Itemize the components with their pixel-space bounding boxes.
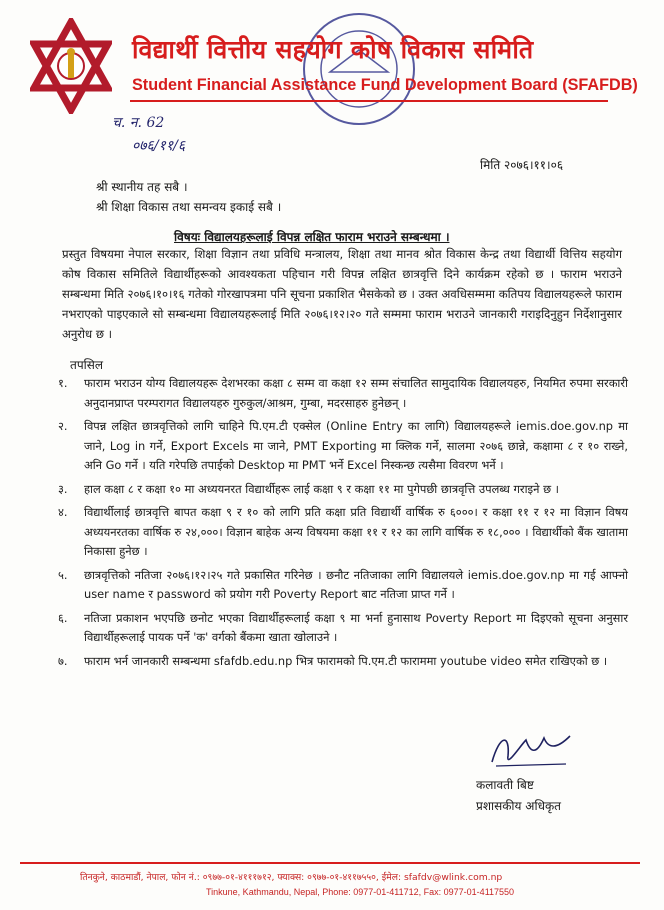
- item-number: ६.: [58, 610, 68, 625]
- list-item: [58, 609, 628, 648]
- letter-date: मिति २०७६।११।०६: [480, 158, 564, 172]
- item-number: ५.: [58, 567, 68, 582]
- footer-contact-nepali: तिनकुने, काठमाडौं, नेपाल, फोन नं.: ०९७७-०१-४१११७१२, फ्याक्स: ०९७७-०१-४११७५५०, ईमेल: sfafdv@wlink.com.np: [80, 872, 503, 883]
- item-text: फाराम भर्न जानकारी सम्बन्धमा sfafdb.edu.np भित्र फारामको पि.एम.टी फाराममा youtube video समेत राखिएको छ ।: [84, 653, 608, 668]
- nepal-emblem-star-logo: [30, 18, 112, 114]
- item-text: विपन्न लक्षित छात्रवृत्तिको लागि चाहिने पि.एम.टी एक्सेल (Online Entry का लागि) विद्यालयहरूले iemis.doe.gov.np मा जाने, Log in गर्ने, Export Excels मा जाने, PMT Exporting मा क्लिक गर्ने, सालमा २०७६ छान्ने, कक्षामा ८ र १० राख्ने, अनि Go गर्ने । यति गरेपछि तपाईको Desktop मा PMT भर्ने Excel निस्कन्छ त्यसैमा विवरण भर्ने ।: [84, 419, 628, 472]
- list-item: [58, 374, 628, 413]
- org-name-english: Student Financial Assistance Fund Development Board (SFAFDB): [132, 76, 638, 94]
- handwritten-signature: [486, 726, 576, 774]
- footer-divider: [20, 862, 640, 864]
- item-number: १.: [58, 376, 68, 390]
- signatory-title: प्रशासकीय अधिकृत: [476, 799, 562, 813]
- letter-subject: विषयः विद्यालयहरूलाई विपन्न लक्षित फाराम भराउने सम्बन्धमा ।: [174, 230, 450, 244]
- handwritten-reference-number: च. न. 62: [112, 115, 165, 131]
- item-text: नतिजा प्रकाशन भएपछि छनोट भएका विद्यार्थीहरूलाई कक्षा ९ मा भर्ना हुनासाथ Poverty Report मा दिइएको सूचना अनुसार विद्यार्थीहरूलाई पायक पर्ने 'क' वर्गको बैंकमा खाता खोलाउने ।: [84, 610, 628, 644]
- handwritten-reference-date: ०७६/११/६: [132, 138, 186, 154]
- header-divider: [130, 100, 608, 102]
- office-seal-stamp: [300, 10, 418, 128]
- details-list: [58, 374, 628, 675]
- item-number: २.: [58, 419, 68, 433]
- org-name-nepali: विद्यार्थी वित्तीय सहयोग कोष विकास समिति: [132, 35, 534, 64]
- item-text: छात्रवृत्तिको नतिजा २०७६।१२।२५ गते प्रकासित गरिनेछ । छनौट नतिजाका लागि विद्यालयले iemis.doe.gov.np मा गई आफ्नो user name र password को प्रयोग गरी Poverty Report बाट नतिजा प्राप्त गर्ने ।: [84, 567, 628, 601]
- list-item: [58, 566, 628, 605]
- addressee-line: श्री शिक्षा विकास तथा समन्वय इकाई सबै ।: [96, 200, 282, 214]
- item-text: हाल कक्षा ८ र कक्षा १० मा अध्ययनरत विद्यार्थीहरू लाई कक्षा ९ र कक्षा ११ मा पुगेपछी छात्रवृत्ति उपलब्ध गराइने छ ।: [84, 481, 559, 496]
- item-number: ३.: [58, 481, 68, 496]
- list-item: [58, 417, 628, 476]
- signatory-name: कलावती बिष्ट: [476, 778, 534, 792]
- list-item: [58, 652, 628, 672]
- list-item: [58, 480, 628, 500]
- addressee-line: श्री स्थानीय तह सबै ।: [96, 180, 188, 194]
- item-text: फाराम भराउन योग्य विद्यालयहरू देशभरका कक्षा ८ सम्म वा कक्षा १२ सम्म संचालित सामुदायिक विद्यालयहरु, नियमित रुपमा सरकारी अनुदानप्राप्त परम्परागत विद्यालयहरु गुरुकुल/आश्रम, गुम्बा, मदरसाहरु हुनेछन् ।: [84, 376, 628, 410]
- item-number: ७.: [58, 653, 68, 668]
- item-number: ४.: [58, 505, 68, 519]
- list-item: [58, 503, 628, 562]
- details-heading: तपसिल: [70, 358, 104, 372]
- footer-contact-english: Tinkune, Kathmandu, Nepal, Phone: 0977-01-411712, Fax: 0977-01-4117550: [206, 887, 515, 897]
- body-paragraph: प्रस्तुत विषयमा नेपाल सरकार, शिक्षा विज्ञान तथा प्रविधि मन्त्रालय, शिक्षा तथा मानव श्रोत विकास केन्द्र तथा विद्यार्थी वित्तिय सहयोग कोष विकास समितिले विद्यार्थीहरूको आवश्यकता पहिचान गरी विपन्न लक्षित छात्रवृत्ति दिने कार्यक्रम रहेको छ । फाराम भराउने सम्बन्धमा मिति २०७६।१०।१६ गतेको गोरखापत्रमा पनि सूचना प्रकाशित भैसकेको छ । उक्त अवधिसम्ममा कतिपय विद्यालयहरूले फाराम नभराएको पाइएकाले सो सम्बन्धमा विद्यालयहरूलाई मिति २०७६।१२।२० गते सम्ममा फाराम भराउने जानकारी गराइदिनुहुन निर्देशानुसार अनुरोध छ ।: [62, 247, 622, 341]
- item-text: विद्यार्थीलाई छात्रवृत्ति बापत कक्षा ९ र १० को लागि प्रति कक्षा प्रति विद्यार्थी वार्षिक रु ६०००। र कक्षा ११ र १२ मा विज्ञान विषय अध्ययनरतका वार्षिक रु २४,०००। विज्ञान बाहेक अन्य विषयमा कक्षा ११ र १२ का लागि वार्षिक रु १८,००० । विद्यार्थीको बैंक खातामा निकासा हुनेछ ।: [84, 505, 628, 558]
